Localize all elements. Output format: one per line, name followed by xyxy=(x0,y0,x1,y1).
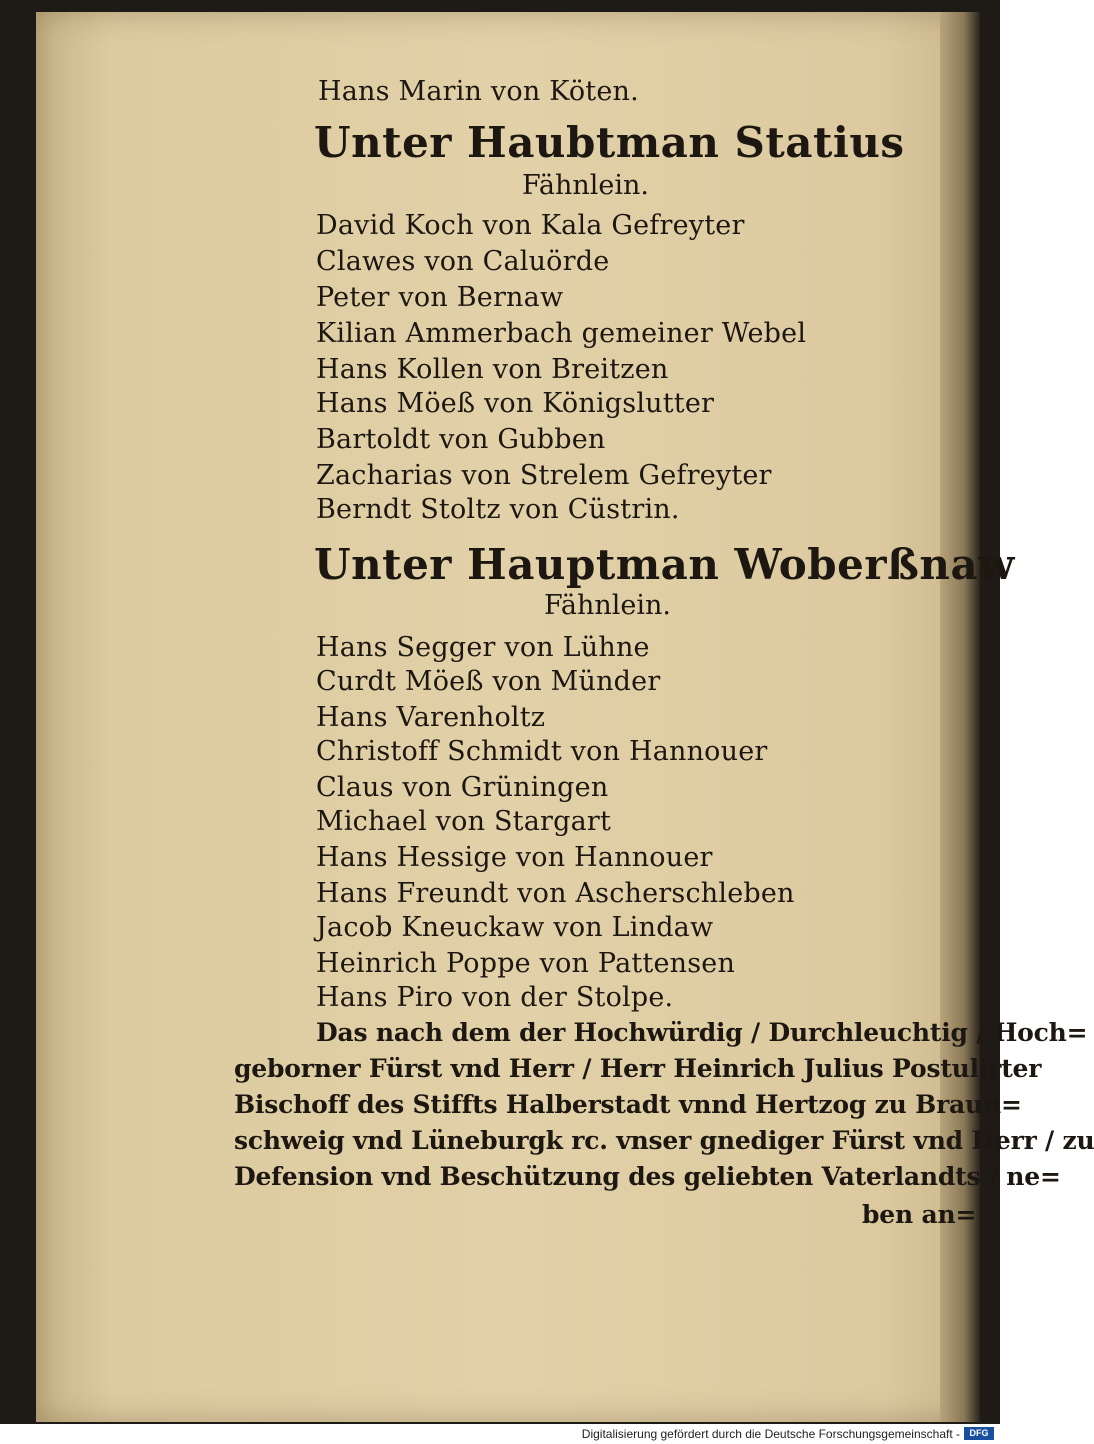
text-line: Heinrich Poppe von Pattensen xyxy=(316,948,736,979)
text-line: Clawes von Caluörde xyxy=(316,246,610,277)
paragraph-line: Das nach dem der Hochwürdig / Durchleuchtig / Hoch= xyxy=(316,1018,1088,1047)
text-line: Michael von Stargart xyxy=(316,806,612,837)
text-line: Hans Segger von Lühne xyxy=(316,632,650,663)
paragraph-line: Bischoff des Stiffts Halberstadt vnnd Hertzog zu Braun= xyxy=(234,1090,1022,1119)
dfg-logo[interactable]: DFG xyxy=(964,1427,994,1440)
text-line: Hans Hessige von Hannouer xyxy=(316,842,713,873)
paragraph-line: geborner Fürst vnd Herr / Herr Heinrich Julius Postulirter xyxy=(234,1054,1042,1083)
catchword: ben an= xyxy=(862,1200,977,1229)
section-subheading: Fähnlein. xyxy=(522,170,649,201)
section-heading: Unter Haubtman Statius xyxy=(314,118,905,167)
text-line: Hans Marin von Köten. xyxy=(318,76,639,107)
text-line: David Koch von Kala Gefreyter xyxy=(316,210,745,241)
text-line: Peter von Bernaw xyxy=(316,282,564,313)
section-subheading: Fähnlein. xyxy=(544,590,671,621)
text-line: Hans Varenholtz xyxy=(316,702,546,733)
funding-note: Digitalisierung gefördert durch die Deutsche Forschungsgemeinschaft - xyxy=(581,1427,960,1441)
text-line: Kilian Ammerbach gemeiner Webel xyxy=(316,318,807,349)
text-line: Berndt Stoltz von Cüstrin. xyxy=(316,494,680,525)
section-heading: Unter Hauptman Woberßnaw xyxy=(314,540,1015,589)
footer-bar xyxy=(0,1424,1000,1444)
text-line: Jacob Kneuckaw von Lindaw xyxy=(316,912,714,943)
text-line: Christoff Schmidt von Hannouer xyxy=(316,736,768,767)
text-line: Bartoldt von Gubben xyxy=(316,424,606,455)
paragraph-line: schweig vnd Lüneburgk rc. vnser gnediger Fürst vnd Herr / zu xyxy=(234,1126,1094,1155)
text-line: Hans Möeß von Königslutter xyxy=(316,388,715,419)
text-line: Hans Freundt von Ascherschleben xyxy=(316,878,795,909)
text-line: Curdt Möeß von Münder xyxy=(316,666,661,697)
text-line: Claus von Grüningen xyxy=(316,772,609,803)
text-line: Hans Kollen von Breitzen xyxy=(316,354,669,385)
paragraph-line: Defension vnd Beschützung des geliebten Vaterlandts / ne= xyxy=(234,1162,1061,1191)
text-line: Zacharias von Strelem Gefreyter xyxy=(316,460,772,491)
text-line: Hans Piro von der Stolpe. xyxy=(316,982,674,1013)
